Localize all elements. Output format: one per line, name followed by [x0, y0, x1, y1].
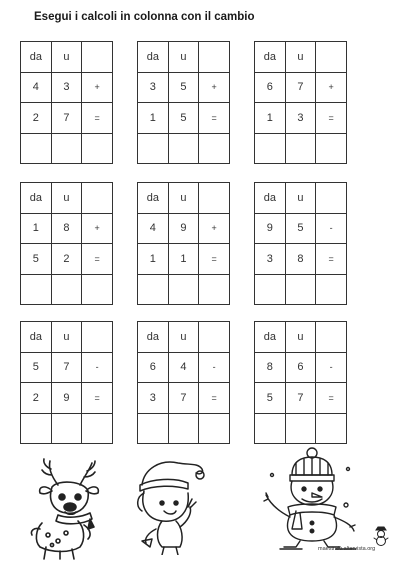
first-number-tens-cell: 8 — [255, 353, 286, 384]
header-da-cell: da — [138, 183, 169, 214]
answer-tens-cell[interactable] — [21, 275, 52, 306]
header-u-cell: u — [169, 42, 200, 73]
operator-cell: + — [82, 214, 113, 245]
first-number-units-cell: 5 — [286, 214, 317, 245]
child-with-christmas-hat-drawing — [130, 455, 215, 555]
header-da-cell: da — [21, 183, 52, 214]
exercise-grid — [20, 321, 113, 444]
answer-blank-cell[interactable] — [316, 275, 347, 306]
answer-units-cell[interactable] — [286, 134, 317, 165]
second-number-units-cell: 5 — [169, 103, 200, 134]
answer-tens-cell[interactable] — [21, 414, 52, 445]
equals-cell: = — [82, 103, 113, 134]
worksheet-title: Esegui i calcoli in colonna con il cambio — [34, 11, 255, 23]
answer-units-cell[interactable] — [52, 414, 83, 445]
answer-tens-cell[interactable] — [255, 414, 286, 445]
answer-units-cell[interactable] — [286, 414, 317, 445]
answer-tens-cell[interactable] — [255, 134, 286, 165]
first-number-units-cell: 6 — [286, 353, 317, 384]
header-blank-cell — [316, 322, 347, 353]
second-number-tens-cell: 1 — [138, 103, 169, 134]
exercise-grid — [20, 41, 113, 164]
first-number-tens-cell: 5 — [21, 353, 52, 384]
header-da-cell: da — [255, 42, 286, 73]
second-number-units-cell: 3 — [286, 103, 317, 134]
header-da-cell: da — [21, 42, 52, 73]
answer-blank-cell[interactable] — [199, 275, 230, 306]
answer-units-cell[interactable] — [169, 275, 200, 306]
header-u-cell: u — [286, 322, 317, 353]
header-blank-cell — [82, 322, 113, 353]
exercise-grid — [254, 182, 347, 305]
first-number-tens-cell: 6 — [255, 73, 286, 104]
second-number-units-cell: 9 — [52, 383, 83, 414]
header-blank-cell — [82, 183, 113, 214]
operator-cell: - — [316, 353, 347, 384]
answer-blank-cell[interactable] — [199, 414, 230, 445]
answer-units-cell[interactable] — [169, 134, 200, 165]
second-number-tens-cell: 1 — [255, 103, 286, 134]
second-number-units-cell: 2 — [52, 244, 83, 275]
operator-cell: + — [199, 214, 230, 245]
operator-cell: - — [199, 353, 230, 384]
answer-tens-cell[interactable] — [255, 275, 286, 306]
first-number-units-cell: 9 — [169, 214, 200, 245]
answer-blank-cell[interactable] — [316, 134, 347, 165]
exercise-grid — [254, 321, 347, 444]
answer-tens-cell[interactable] — [138, 414, 169, 445]
header-blank-cell — [82, 42, 113, 73]
credit-text: maestralu.altervista.org — [318, 546, 376, 552]
second-number-tens-cell: 2 — [21, 383, 52, 414]
header-blank-cell — [199, 322, 230, 353]
first-number-tens-cell: 9 — [255, 214, 286, 245]
header-u-cell: u — [286, 42, 317, 73]
answer-blank-cell[interactable] — [82, 134, 113, 165]
first-number-tens-cell: 4 — [138, 214, 169, 245]
equals-cell: = — [316, 244, 347, 275]
header-u-cell: u — [169, 183, 200, 214]
first-number-tens-cell: 4 — [21, 73, 52, 104]
equals-cell: = — [199, 103, 230, 134]
skating-snowman-drawing — [262, 445, 357, 550]
answer-units-cell[interactable] — [52, 134, 83, 165]
second-number-units-cell: 8 — [286, 244, 317, 275]
answer-tens-cell[interactable] — [21, 134, 52, 165]
header-u-cell: u — [52, 42, 83, 73]
first-number-units-cell: 4 — [169, 353, 200, 384]
answer-blank-cell[interactable] — [316, 414, 347, 445]
second-number-units-cell: 7 — [52, 103, 83, 134]
header-blank-cell — [199, 42, 230, 73]
exercise-grid — [137, 41, 230, 164]
equals-cell: = — [199, 383, 230, 414]
answer-tens-cell[interactable] — [138, 134, 169, 165]
second-number-tens-cell: 1 — [138, 244, 169, 275]
answer-blank-cell[interactable] — [82, 275, 113, 306]
exercise-grid — [137, 182, 230, 305]
answer-tens-cell[interactable] — [138, 275, 169, 306]
first-number-tens-cell: 1 — [21, 214, 52, 245]
header-blank-cell — [316, 183, 347, 214]
header-da-cell: da — [138, 322, 169, 353]
header-blank-cell — [199, 183, 230, 214]
header-u-cell: u — [286, 183, 317, 214]
header-da-cell: da — [138, 42, 169, 73]
operator-cell: + — [82, 73, 113, 104]
first-number-units-cell: 8 — [52, 214, 83, 245]
second-number-units-cell: 1 — [169, 244, 200, 275]
operator-cell: - — [82, 353, 113, 384]
second-number-tens-cell: 3 — [138, 383, 169, 414]
answer-blank-cell[interactable] — [82, 414, 113, 445]
header-u-cell: u — [169, 322, 200, 353]
exercise-grid — [254, 41, 347, 164]
exercise-grid — [20, 182, 113, 305]
equals-cell: = — [316, 383, 347, 414]
operator-cell: + — [199, 73, 230, 104]
header-u-cell: u — [52, 183, 83, 214]
reindeer-drawing — [18, 455, 123, 560]
second-number-tens-cell: 5 — [255, 383, 286, 414]
equals-cell: = — [316, 103, 347, 134]
exercise-grid — [137, 321, 230, 444]
first-number-tens-cell: 6 — [138, 353, 169, 384]
first-number-units-cell: 3 — [52, 73, 83, 104]
first-number-tens-cell: 3 — [138, 73, 169, 104]
answer-units-cell[interactable] — [169, 414, 200, 445]
header-blank-cell — [316, 42, 347, 73]
answer-blank-cell[interactable] — [199, 134, 230, 165]
header-da-cell: da — [21, 322, 52, 353]
second-number-tens-cell: 3 — [255, 244, 286, 275]
header-u-cell: u — [52, 322, 83, 353]
first-number-units-cell: 7 — [286, 73, 317, 104]
second-number-tens-cell: 2 — [21, 103, 52, 134]
first-number-units-cell: 7 — [52, 353, 83, 384]
second-number-units-cell: 7 — [286, 383, 317, 414]
first-number-units-cell: 5 — [169, 73, 200, 104]
equals-cell: = — [199, 244, 230, 275]
operator-cell: + — [316, 73, 347, 104]
second-number-units-cell: 7 — [169, 383, 200, 414]
second-number-tens-cell: 5 — [21, 244, 52, 275]
operator-cell: - — [316, 214, 347, 245]
small-snowman-logo-drawing — [372, 526, 390, 546]
answer-units-cell[interactable] — [286, 275, 317, 306]
equals-cell: = — [82, 383, 113, 414]
header-da-cell: da — [255, 322, 286, 353]
equals-cell: = — [82, 244, 113, 275]
header-da-cell: da — [255, 183, 286, 214]
answer-units-cell[interactable] — [52, 275, 83, 306]
